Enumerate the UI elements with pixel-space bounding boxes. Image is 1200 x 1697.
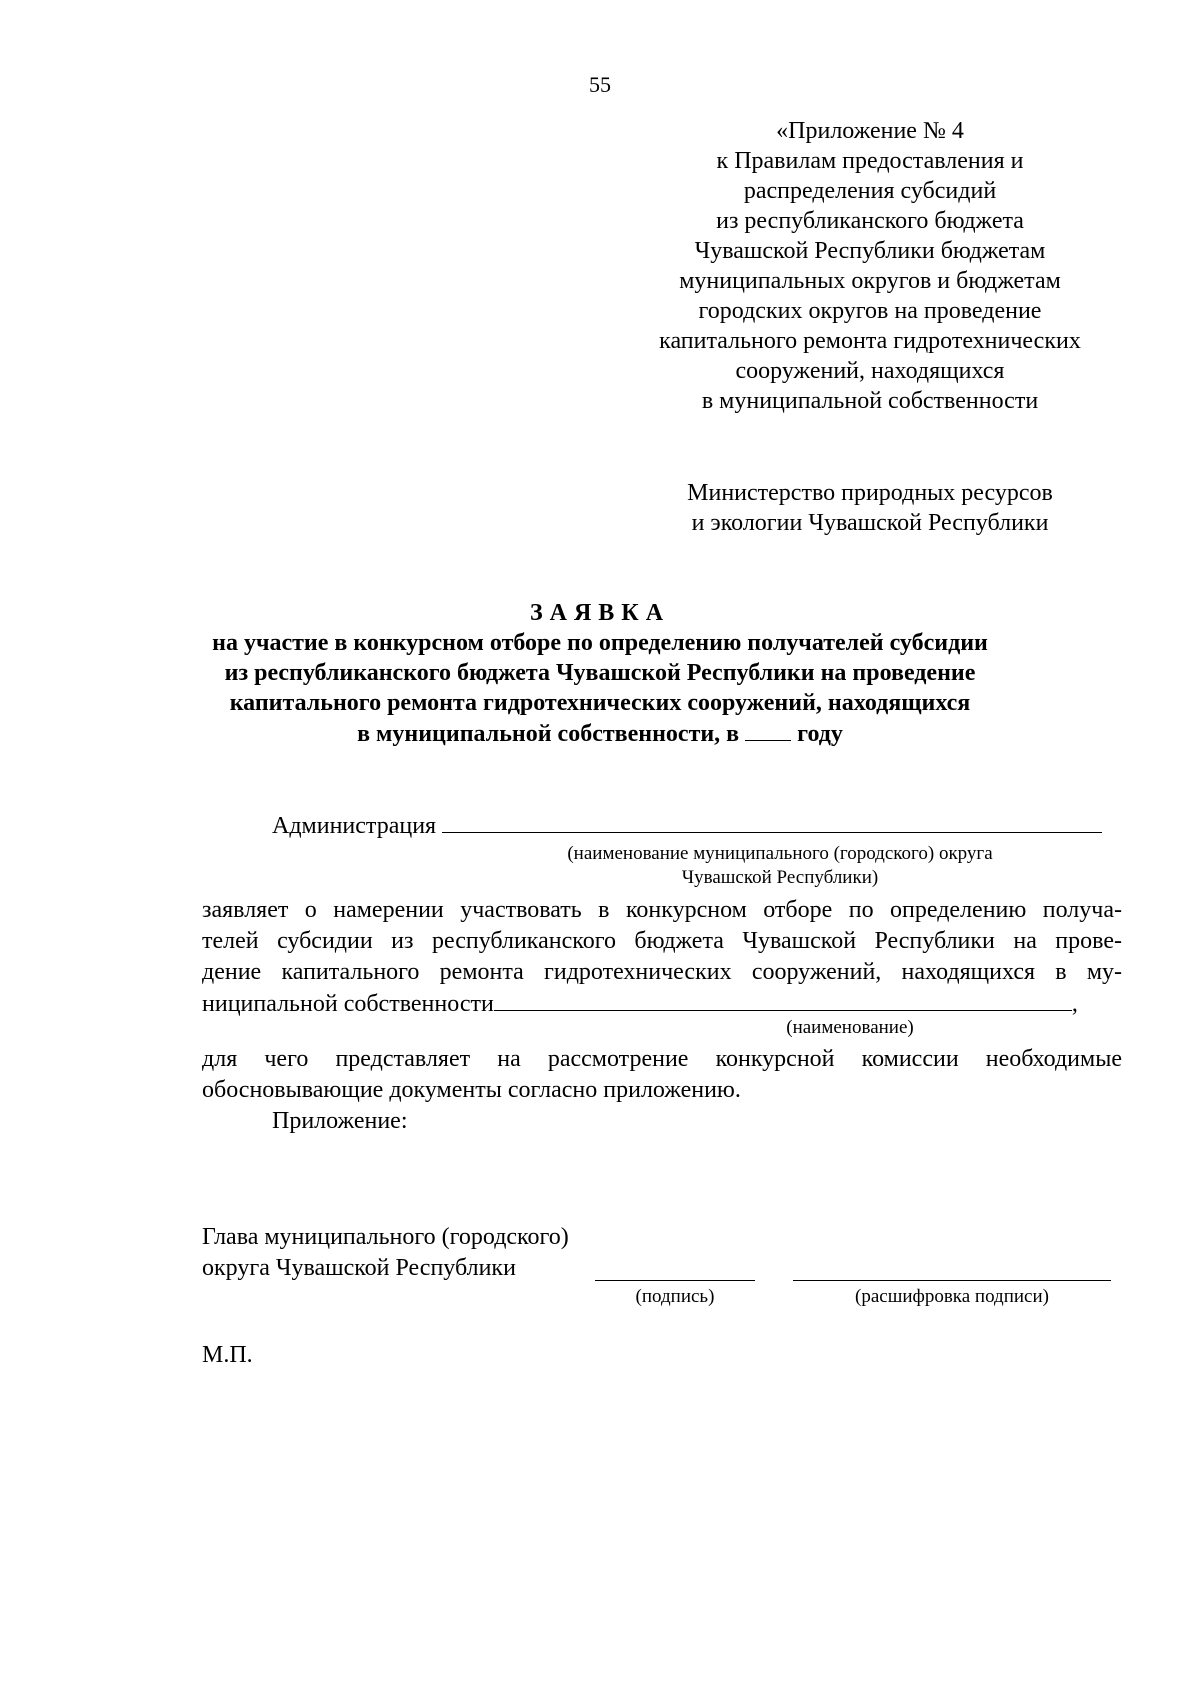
appendix-line: «Приложение № 4 [776,118,964,144]
administration-label: Администрация [272,813,437,839]
body-line-text: ниципальной собственности [202,991,494,1017]
subtitle-line: из республиканского бюджета Чувашской Республики на проведение [224,660,976,686]
document-title: ЗАЯВКА [529,600,671,626]
appendix-line: из республиканского бюджета [716,208,1024,234]
stamp-place: М.П. [202,1342,253,1368]
signature-caption: (подпись) [635,1286,715,1307]
subtitle-line: капитального ремонта гидротехнических сооружений, находящихся [229,690,971,716]
subtitle-last-line-suffix: году [797,721,843,747]
structure-name-field[interactable] [494,988,1072,1011]
body-line: телей субсидии из республиканского бюджета Чувашской Республики на прове- [202,928,1122,954]
addressee [640,478,1100,538]
administration-name-field[interactable] [442,810,1102,833]
comma: , [1071,991,1078,1017]
administration-caption [500,842,1060,890]
signature-decode-field[interactable] [793,1280,1111,1281]
addressee-line: Министерство природных ресурсов [687,480,1053,506]
addressee-line: и экологии Чувашской Республики [691,510,1049,536]
subtitle-line: на участие в конкурсном отборе по определению получателей субсидии [212,630,988,656]
subtitle-last-line [160,718,1040,749]
attachment-label: Приложение: [272,1108,408,1134]
appendix-line: Чувашской Республики бюджетам [694,238,1046,264]
signatory-title-line: округа Чувашской Республики [202,1255,516,1281]
appendix-line: капитального ремонта гидротехнических [659,328,1081,354]
page-number: 55 [589,72,611,97]
signatory-title-line: Глава муниципального (городского) [202,1224,569,1250]
appendix-line: сооружений, находящихся [735,358,1005,384]
subtitle-last-line-prefix: в муниципальной собственности, в [357,721,740,747]
body-line: обосновывающие документы согласно приложению. [202,1077,741,1103]
body-line: заявляет о намерении участвовать в конкурсном отборе по определению получа- [202,897,1122,923]
year-blank-field[interactable] [745,718,791,741]
appendix-line: муниципальных округов и бюджетам [679,268,1061,294]
appendix-line: распределения субсидий [743,178,997,204]
caption-line: Чувашской Республики) [681,867,879,888]
body-line: для чего представляет на рассмотрение конкурсной комиссии необходимые [202,1046,1122,1072]
body-line: дение капитального ремонта гидротехнических сооружений, находящихся в му- [202,959,1122,985]
signatory-title [202,1222,569,1284]
appendix-line: к Правилам предоставления и [716,148,1024,174]
appendix-header [640,116,1100,416]
signature-decode-caption: (расшифровка подписи) [855,1286,1049,1307]
signature-field[interactable] [595,1280,755,1281]
structure-name-caption: (наименование) [786,1017,914,1038]
appendix-line: в муниципальной собственности [701,388,1039,414]
appendix-line: городских округов на проведение [698,298,1042,324]
administration-line [272,810,1102,841]
document-subtitle [160,628,1040,749]
caption-line: (наименование муниципального (городского) округа [567,843,993,864]
